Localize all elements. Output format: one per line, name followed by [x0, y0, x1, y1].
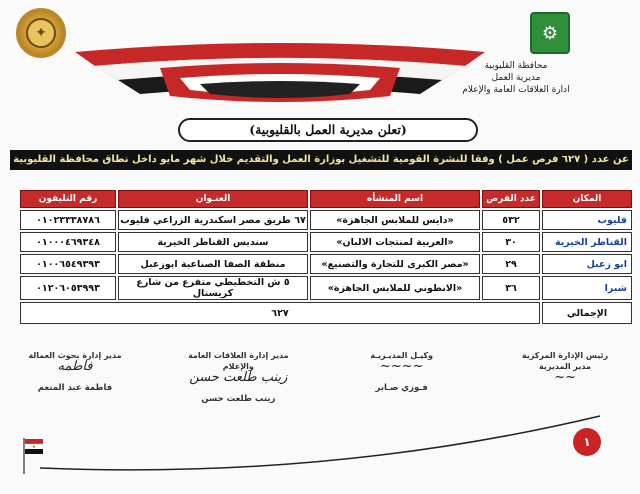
- table-row: [20, 254, 632, 274]
- table-row: [20, 232, 632, 252]
- table-row: [20, 210, 632, 230]
- eagle-emblem-icon: ✦: [16, 8, 66, 58]
- cell-company: «مصر الكبرى للتجارة والتصنيع»: [310, 254, 480, 274]
- page-title: (تعلن مديرية العمل بالقليوبية): [178, 118, 478, 142]
- header-place: المكان: [542, 190, 632, 208]
- governorate-name: محافظة القليوبية: [484, 61, 548, 71]
- announcement-subtitle: عن عدد ( ٦٢٧ فرص عمل ) وفقا للنشرة القومية للتشغيل بوزارة العمل والتقديم خلال شهر مايو داخل نطاق محافظة القليوبية: [10, 150, 632, 170]
- header-company: اسم المنشأه: [310, 190, 480, 208]
- jobs-table: [18, 188, 634, 326]
- total-value: ٦٢٧: [20, 302, 540, 324]
- cell-company: «الانطوني للملابس الجاهزة»: [310, 276, 480, 300]
- cell-phone: ٠١٠٠٠٤٦٩٣٤٨: [20, 232, 116, 252]
- governorate-logo-icon: ⚙: [530, 12, 570, 54]
- signature-deputy: [347, 350, 457, 420]
- cell-address: ٥ ش التخطيطي متفرع من شارع كريستال: [118, 276, 308, 300]
- handwritten-signature: ~~: [554, 370, 576, 385]
- signature-role: مدير إدارة العلاقات العامة والإعلام: [188, 351, 289, 371]
- cell-count: ٣٠: [482, 232, 540, 252]
- signature-name: زينب طلعت حسن: [201, 394, 276, 404]
- signature-subrole: مدير المديرية: [539, 362, 591, 371]
- cell-phone: ٠١٠٢٣٣٣٨٧٨٦: [20, 210, 116, 230]
- handwritten-signature: زينب طلعت حسن: [189, 370, 288, 385]
- governorate-header: [406, 60, 626, 96]
- signature-research-manager: [20, 350, 130, 420]
- signature-name: فاطمة عبد المنعم: [37, 383, 113, 393]
- total-label: الإجمالي: [542, 302, 632, 324]
- signatures-block: [20, 350, 620, 420]
- cell-address: ٦٧ طريق مصر اسكندرية الزراعي قليوب: [118, 210, 308, 230]
- signature-director: [510, 350, 620, 420]
- header-count: عدد الفرص: [482, 190, 540, 208]
- cell-count: ٢٩: [482, 254, 540, 274]
- directorate-name: مديرية العمل: [491, 73, 541, 83]
- cell-place: قليوب: [542, 210, 632, 230]
- signature-pr-manager: [183, 350, 293, 420]
- header-phone: رقم التليفون: [20, 190, 116, 208]
- cell-address: سنديس القناطر الخيرية: [118, 232, 308, 252]
- handwritten-signature: ~~~~: [379, 359, 424, 374]
- handwritten-signature: فاطمه: [57, 359, 93, 374]
- cell-phone: ٠١٠٠٦٥٤٩٣٩٣: [20, 254, 116, 274]
- header-address: العنـوان: [118, 190, 308, 208]
- department-name: ادارة العلاقات العامة والإعلام: [462, 85, 570, 95]
- cell-place: شبرا: [542, 276, 632, 300]
- cell-company: «العربية لمنتجات الالبان»: [310, 232, 480, 252]
- signature-role: رئيس الإدارة المركزية: [521, 351, 609, 360]
- cell-count: ٣٦: [482, 276, 540, 300]
- signature-role: وكيـل المديـريـة: [370, 351, 433, 360]
- cell-place: ابو زعبل: [542, 254, 632, 274]
- cell-company: «دايس للملابس الجاهزة»: [310, 210, 480, 230]
- cell-count: ٥٣٢: [482, 210, 540, 230]
- signature-name: فـوزي صـابر: [375, 383, 428, 393]
- cell-place: القناطر الخيرية: [542, 232, 632, 252]
- table-header-row: [20, 190, 632, 208]
- cell-phone: ٠١٢٠٦٠٥٣٩٩٣: [20, 276, 116, 300]
- signature-role: مدير إدارة بحوث العمالة: [28, 351, 122, 360]
- page-number-badge: ١: [573, 428, 601, 456]
- table-total-row: [20, 302, 632, 324]
- cell-address: منطقة الصفا الصناعية ابوزعبل: [118, 254, 308, 274]
- table-row: [20, 276, 632, 300]
- egypt-flag-icon: [22, 436, 44, 474]
